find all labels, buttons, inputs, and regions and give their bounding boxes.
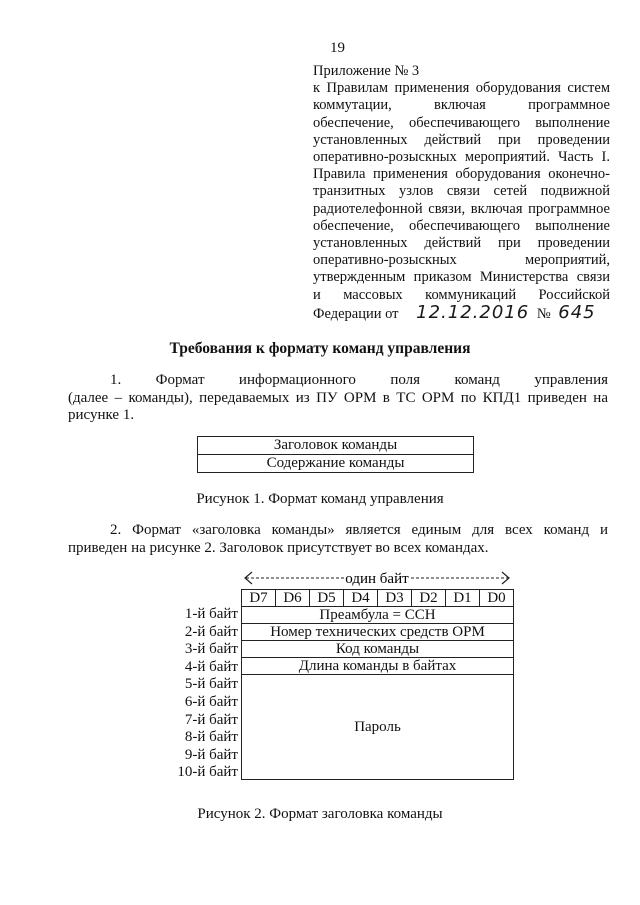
appendix-line: установленных действий при проведении xyxy=(313,131,610,148)
appendix-line: и массовых коммуникаций Российской xyxy=(313,286,610,303)
one-byte-label: один байт xyxy=(345,571,409,587)
paragraph-line: (далее – команды), передаваемых из ПУ ОРМ в ТС ОРМ по КПД1 приведен на xyxy=(68,389,608,406)
byte-labels xyxy=(160,606,238,782)
byte-label: 6-й байт xyxy=(184,693,238,710)
appendix-line: обеспечение, обеспечивающего выполнение xyxy=(313,217,610,234)
paragraph-line: 1. Формат информационного поля команд управления xyxy=(110,372,608,388)
handwritten-date: 12.12.2016 xyxy=(416,301,530,323)
appendix-line: Правила применения оборудования оконечно- xyxy=(313,166,610,183)
page-number: 19 xyxy=(330,40,345,56)
appendix-line: обеспечение, обеспечивающего выполнение xyxy=(313,114,610,131)
appendix-line: утвержденным приказом Министерства связи xyxy=(313,269,610,286)
appendix-header xyxy=(313,63,610,323)
paragraph-line: рисунке 1. xyxy=(68,407,135,423)
device-number-field: Номер технических средств ОРМ xyxy=(242,624,514,641)
appendix-line: к Правилам применения оборудования систем xyxy=(313,80,610,97)
appendix-line: радиотелефонной связи, включая программное xyxy=(313,200,610,217)
one-byte-arrow xyxy=(242,568,512,588)
command-length-field: Длина команды в байтах xyxy=(242,658,514,675)
bit-cell: D7 xyxy=(242,590,276,607)
federation-prefix: Федерации от xyxy=(313,305,399,322)
handwritten-number: 645 xyxy=(558,301,596,323)
bit-cell: D1 xyxy=(446,590,480,607)
bit-cell: D3 xyxy=(378,590,412,607)
byte-label: 7-й байт xyxy=(184,711,238,728)
figure1-table xyxy=(197,436,474,473)
bit-cell: D0 xyxy=(480,590,514,607)
bit-cell: D5 xyxy=(310,590,344,607)
bit-cell: D2 xyxy=(412,590,446,607)
appendix-line: оперативно-розыскных мероприятий, xyxy=(313,252,610,269)
byte-label: 3-й байт xyxy=(184,641,238,658)
appendix-line: транзитных узлов связи сетей подвижной xyxy=(313,183,610,200)
appendix-line: коммутации, включая программное xyxy=(313,97,610,114)
command-code-field: Код команды xyxy=(242,641,514,658)
command-content-cell: Содержание команды xyxy=(198,455,474,473)
preamble-field: Преамбула = ССН xyxy=(242,607,514,624)
command-header-cell: Заголовок команды xyxy=(198,437,474,455)
paragraph-line: 2. Формат «заголовка команды» является единым для всех команд и xyxy=(110,522,608,538)
byte-label: 5-й байт xyxy=(184,676,238,693)
bit-cell: D6 xyxy=(276,590,310,607)
number-sign: № xyxy=(536,305,551,322)
byte-label: 10-й байт xyxy=(177,764,238,781)
bit-cell: D4 xyxy=(344,590,378,607)
byte-label: 4-й байт xyxy=(184,658,238,675)
paragraph-line: приведен на рисунке 2. Заголовок присутствует во всех командах. xyxy=(68,539,489,556)
appendix-line: оперативно-розыскных мероприятий. Часть I. xyxy=(313,149,610,166)
byte-label: 8-й байт xyxy=(184,729,238,746)
figure2-caption: Рисунок 2. Формат заголовка команды xyxy=(197,806,443,822)
appendix-signature-line xyxy=(313,301,610,323)
bit-header-row xyxy=(242,590,514,607)
paragraph-1 xyxy=(68,372,608,425)
section-title: Требования к формату команд управления xyxy=(169,340,471,357)
byte-label: 1-й байт xyxy=(184,606,238,622)
appendix-line: Приложение № 3 xyxy=(313,63,420,79)
figure1-caption: Рисунок 1. Формат команд управления xyxy=(196,491,444,507)
byte-label: 9-й байт xyxy=(184,746,238,763)
figure2-table xyxy=(241,589,514,780)
byte-label: 2-й байт xyxy=(184,623,238,640)
password-field: Пароль xyxy=(242,675,514,780)
paragraph-2 xyxy=(68,522,608,557)
appendix-line: установленных действий при проведении xyxy=(313,235,610,252)
